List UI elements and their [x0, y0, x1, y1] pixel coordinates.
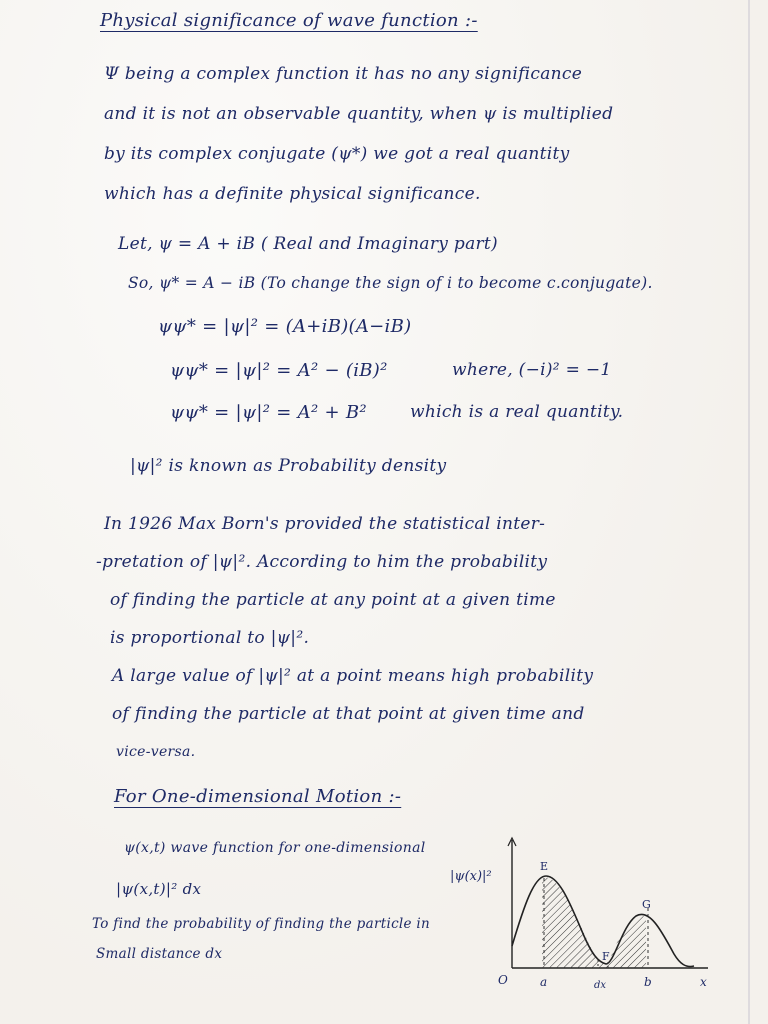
section-subheading: For One-dimensional Motion :- — [114, 786, 402, 807]
one-dim-line-3: To find the probability of finding the particle in — [92, 916, 431, 932]
hatched-region-a — [542, 877, 598, 968]
born-line-2: -pretation of |ψ|². According to him the probability — [96, 552, 548, 572]
graph-label-b: b — [644, 975, 652, 989]
graph-label-G: G — [642, 898, 651, 911]
density-line: |ψ|² is known as Probability density — [130, 456, 447, 476]
born-line-1: In 1926 Max Born's provided the statistical inter- — [104, 514, 546, 534]
sketch-svg — [450, 836, 715, 991]
equation-1: ψψ* = |ψ|² = (A+iB)(A−iB) — [158, 316, 412, 337]
equation-3-note: which is a real quantity. — [410, 402, 624, 422]
born-line-7: vice-versa. — [116, 744, 196, 760]
intro-line-3: by its complex conjugate (ψ*) we got a real quantity — [104, 144, 570, 164]
graph-label-a: a — [540, 975, 548, 989]
page-title: Physical significance of wave function :- — [100, 10, 478, 31]
equation-3: ψψ* = |ψ|² = A² + B² — [170, 402, 367, 423]
born-line-6: of finding the particle at that point at given time and — [112, 704, 585, 724]
page-margin-line — [748, 0, 750, 1024]
one-dim-line-1: ψ(x,t) wave function for one-dimensional — [124, 840, 426, 856]
intro-line-1: Ψ being a complex function it has no any significance — [104, 64, 583, 84]
intro-line-4: which has a definite physical significance. — [104, 184, 481, 204]
let-line: Let, ψ = A + iB ( Real and Imaginary part) — [118, 234, 498, 254]
graph-label-E: E — [540, 860, 549, 873]
probability-density-sketch — [450, 836, 715, 991]
equation-2: ψψ* = |ψ|² = A² − (iB)² — [170, 360, 388, 381]
born-line-4: is proportional to |ψ|². — [110, 628, 310, 648]
graph-label-x: x — [700, 975, 707, 989]
intro-line-2: and it is not an observable quantity, when ψ is multiplied — [104, 104, 614, 124]
graph-label-F: F — [602, 950, 610, 963]
graph-label-dx: dx — [594, 980, 607, 991]
born-line-3: of finding the particle at any point at a given time — [110, 590, 556, 610]
equation-2-note: where, (−i)² = −1 — [452, 360, 612, 380]
one-dim-line-4: Small distance dx — [96, 946, 223, 962]
born-line-5: A large value of |ψ|² at a point means high probability — [112, 666, 594, 686]
graph-origin-label: O — [498, 973, 508, 987]
hatched-region-b — [608, 916, 646, 968]
one-dim-line-2: |ψ(x,t)|² dx — [116, 880, 202, 898]
graph-ylabel: |ψ(x)|² — [450, 869, 492, 884]
so-line: So, ψ* = A − iB (To change the sign of i to become c.conjugate). — [128, 274, 653, 292]
